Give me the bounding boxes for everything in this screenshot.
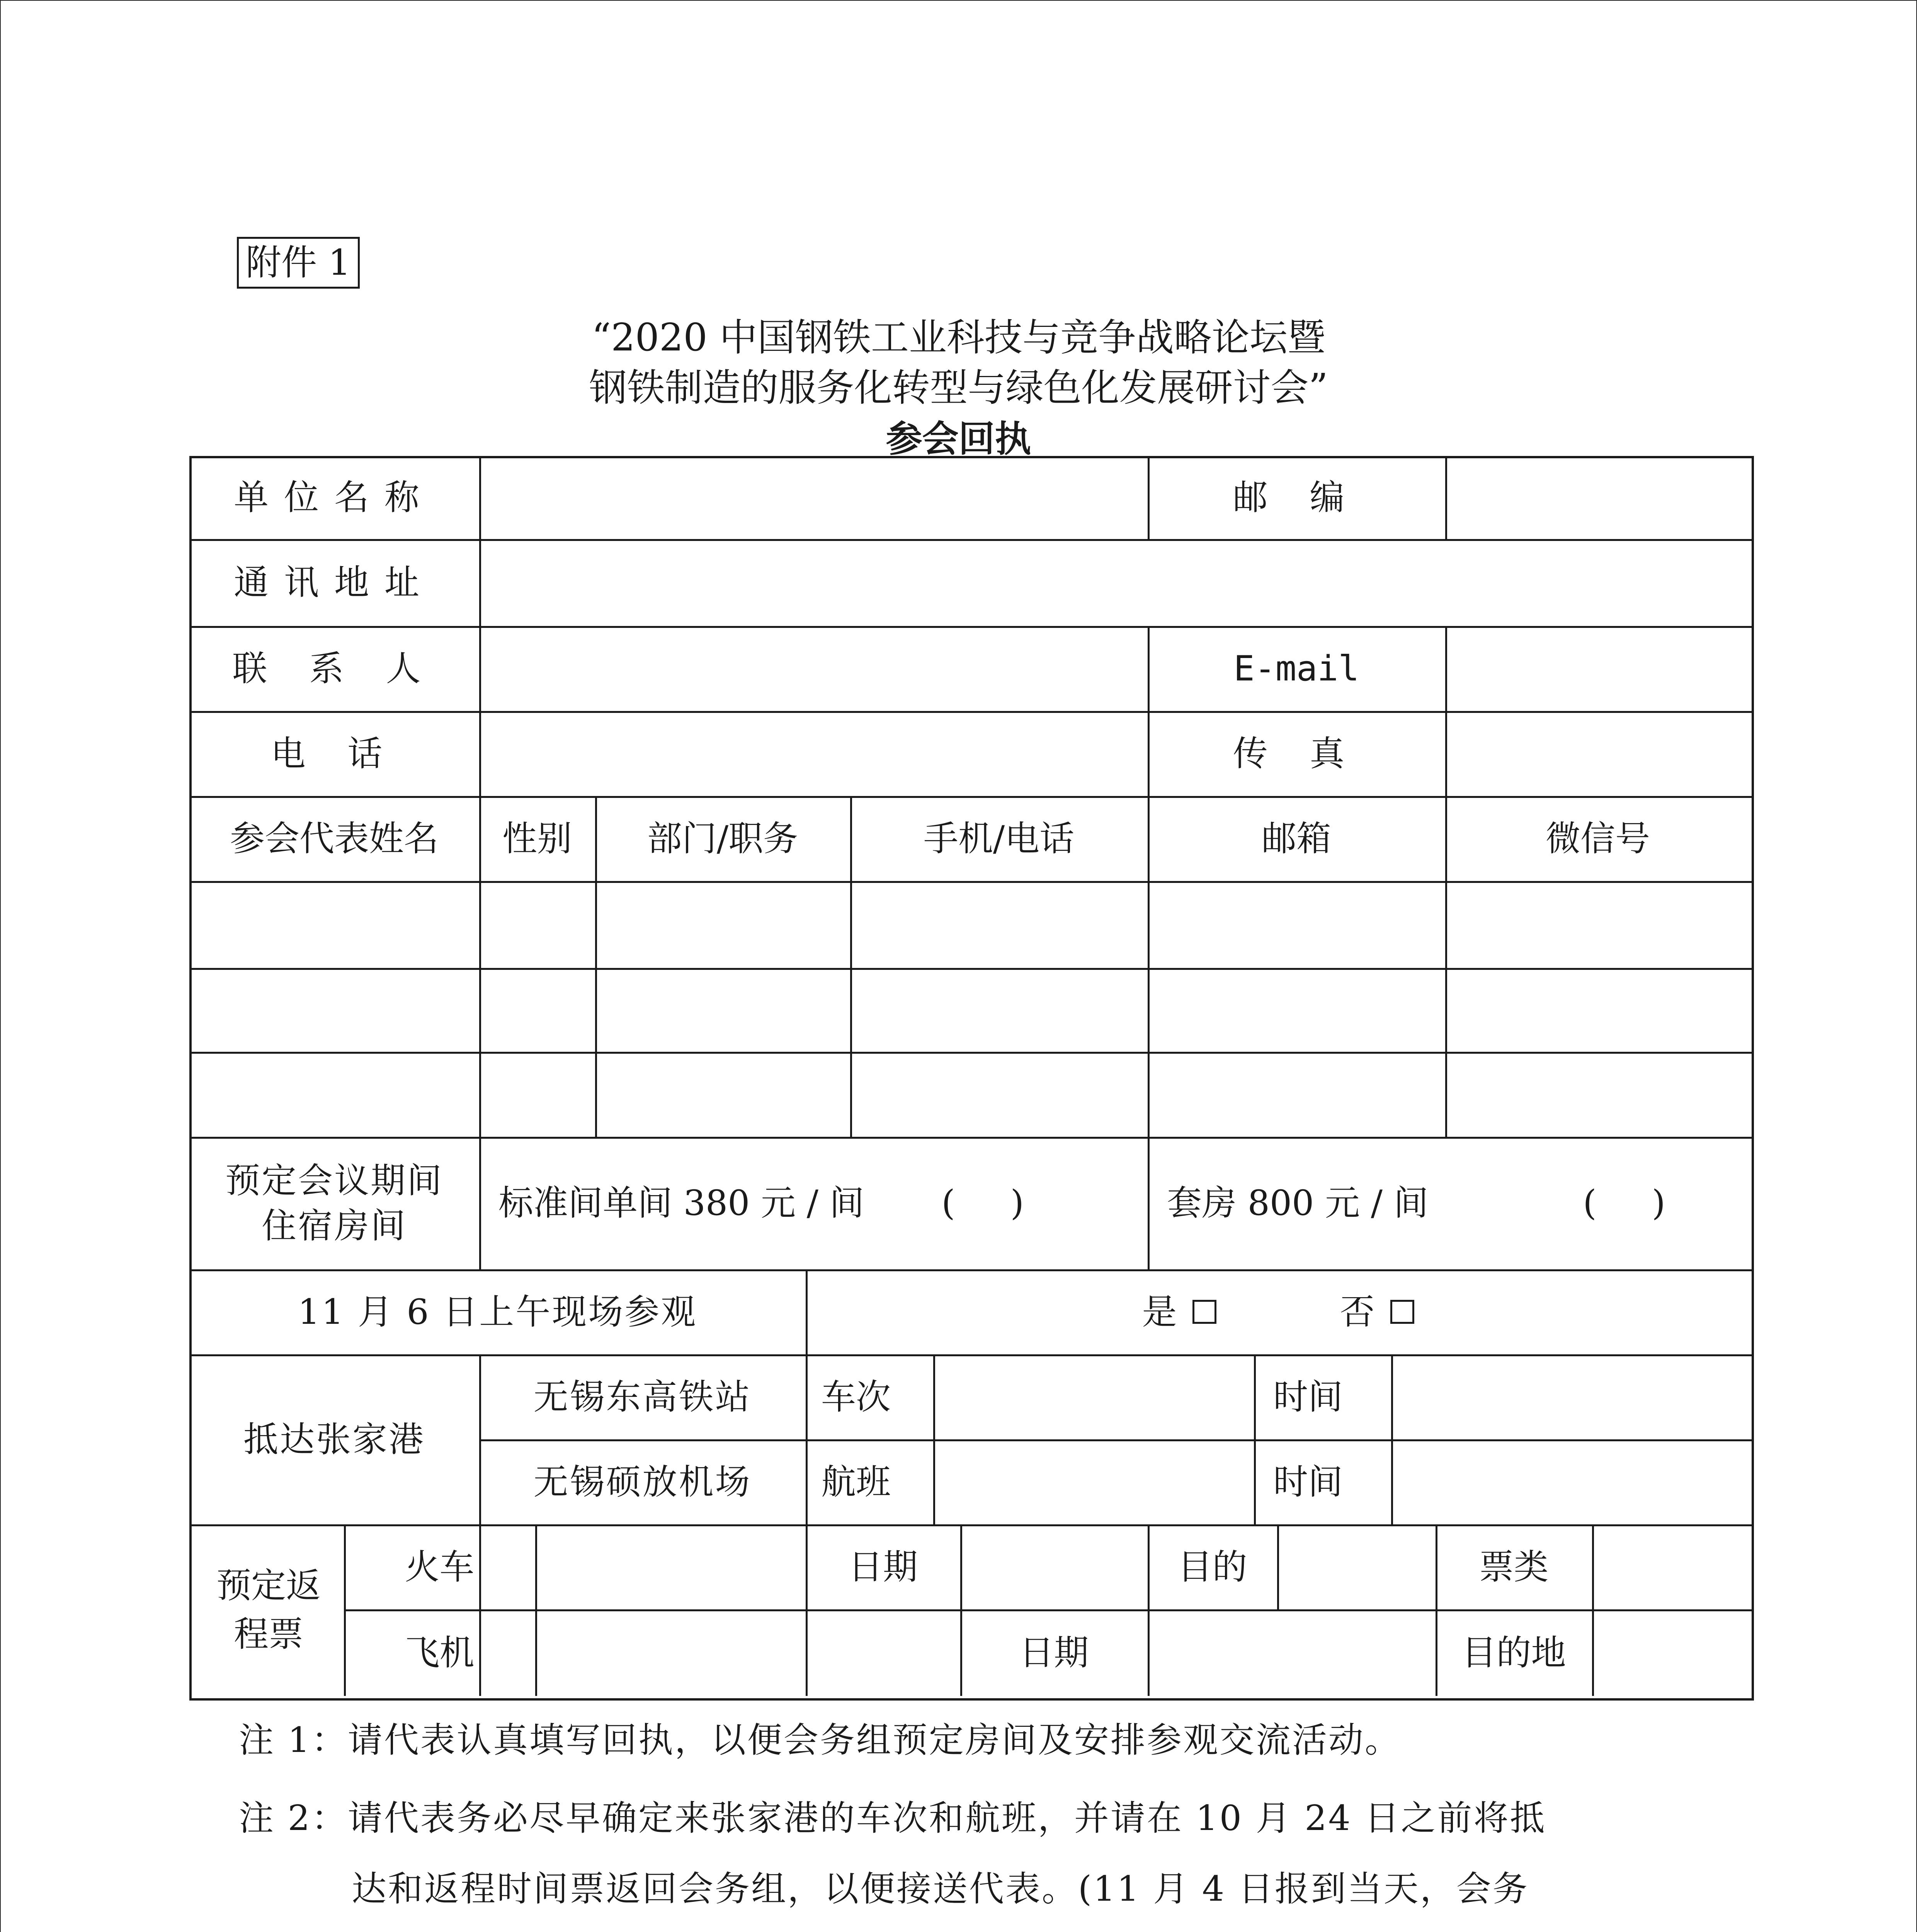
yes-checkbox-icon[interactable] [1192,1300,1216,1324]
suite-room-label: 套房 800 元 / 间 [1167,1183,1429,1223]
standard-room-option[interactable] [498,1137,1140,1269]
plane-date-label: 日期 [1019,1632,1089,1673]
site-visit-yes-option[interactable] [1142,1289,1216,1335]
train-time-field[interactable] [1393,1356,1749,1437]
site-visit-no-option[interactable] [1340,1289,1414,1335]
org-name-field[interactable] [481,458,1146,537]
train-date-label: 日期 [848,1546,918,1587]
suite-room-choice[interactable]: ( ) [1583,1183,1665,1223]
address-label: 通讯地址 [234,562,435,603]
site-visit-options [808,1269,1749,1354]
org-name-label: 单位名称 [234,477,435,518]
title-line-1: “2020 中国钢铁工业科技与竞争战略论坛暨 [592,316,1325,360]
train-purpose-field[interactable] [1279,1526,1434,1607]
site-visit-label: 11 月 6 日上午现场参观 [298,1291,697,1332]
wechat-header: 微信号 [1546,818,1650,859]
return-ticket-label: 预定返程票 [216,1565,321,1655]
no-checkbox-icon[interactable] [1390,1300,1414,1324]
train-no-label: 车次 [821,1376,891,1417]
mailbox-header: 邮箱 [1262,818,1331,859]
contact-field[interactable] [481,628,1146,709]
mobile-header: 手机/电话 [923,818,1075,859]
form-title: 参会回执 [886,418,1031,460]
col-divider [806,1524,808,1609]
train-label: 火车 [405,1546,475,1587]
standard-room-choice[interactable]: ( ) [941,1183,1024,1223]
delegate-row-2[interactable] [191,970,1749,1050]
note-1: 注 1：请代表认真填写回执，以便会务组预定房间及安排参观交流活动。 [239,1720,1401,1760]
flight-field[interactable] [935,1441,1252,1522]
flight-time-label: 时间 [1273,1461,1343,1502]
train-purpose-label: 目的 [1177,1546,1247,1587]
no-label: 否 [1340,1291,1375,1332]
phone-label: 电 话 [270,733,398,774]
gender-header: 性别 [502,818,572,859]
arrival-label: 抵达张家港 [243,1419,425,1460]
train-no-field[interactable] [935,1356,1252,1437]
rail-station-label: 无锡东高铁站 [533,1376,752,1417]
postcode-field[interactable] [1447,458,1749,537]
yes-label: 是 [1142,1291,1177,1332]
accommodation-label: 预定会议期间住宿房间 [225,1160,443,1246]
airport-label: 无锡硕放机场 [533,1461,752,1502]
train-ticket-field[interactable] [537,1526,804,1607]
fax-field[interactable] [1447,713,1749,794]
department-header: 部门/职务 [647,818,798,859]
train-date-field[interactable] [962,1526,1146,1607]
email-field[interactable] [1447,628,1749,709]
contact-label: 联 系 人 [232,648,436,689]
phone-field[interactable] [481,713,1146,794]
delegate-row-1[interactable] [191,883,1749,966]
plane-date-field[interactable] [1150,1611,1434,1694]
destination-label: 目的地 [1461,1632,1566,1673]
address-field[interactable] [481,541,1749,624]
note-2-line-2: 达和返程时间票返回会务组，以便接送代表。(11 月 4 日报到当天，会务 [352,1869,1529,1909]
flight-label: 航班 [821,1461,891,1502]
col-divider [1254,1354,1256,1524]
ticket-type-field[interactable] [1594,1526,1749,1607]
title-line-2: 钢铁制造的服务化转型与绿色化发展研讨会” [589,366,1328,410]
attachment-label: 附件 1 [237,237,360,289]
email-label: E-mail [1233,648,1359,689]
train-time-label: 时间 [1273,1376,1343,1417]
standard-room-label: 标准间单间 380 元 / 间 [498,1183,864,1223]
destination-field[interactable] [1594,1611,1749,1694]
postcode-label: 邮 编 [1233,477,1360,518]
note-2-line-1: 注 2：请代表务必尽早确定来张家港的车次和航班，并请在 10 月 24 日之前将抵 [239,1798,1546,1838]
plane-label: 飞机 [405,1632,475,1673]
delegate-name-header: 参会代表姓名 [230,818,439,859]
ticket-type-label: 票类 [1479,1546,1549,1587]
delegate-row-3[interactable] [191,1054,1749,1135]
suite-room-option[interactable] [1167,1137,1747,1269]
fax-label: 传 真 [1233,733,1360,774]
plane-ticket-field[interactable] [537,1611,958,1694]
flight-time-field[interactable] [1393,1441,1749,1522]
